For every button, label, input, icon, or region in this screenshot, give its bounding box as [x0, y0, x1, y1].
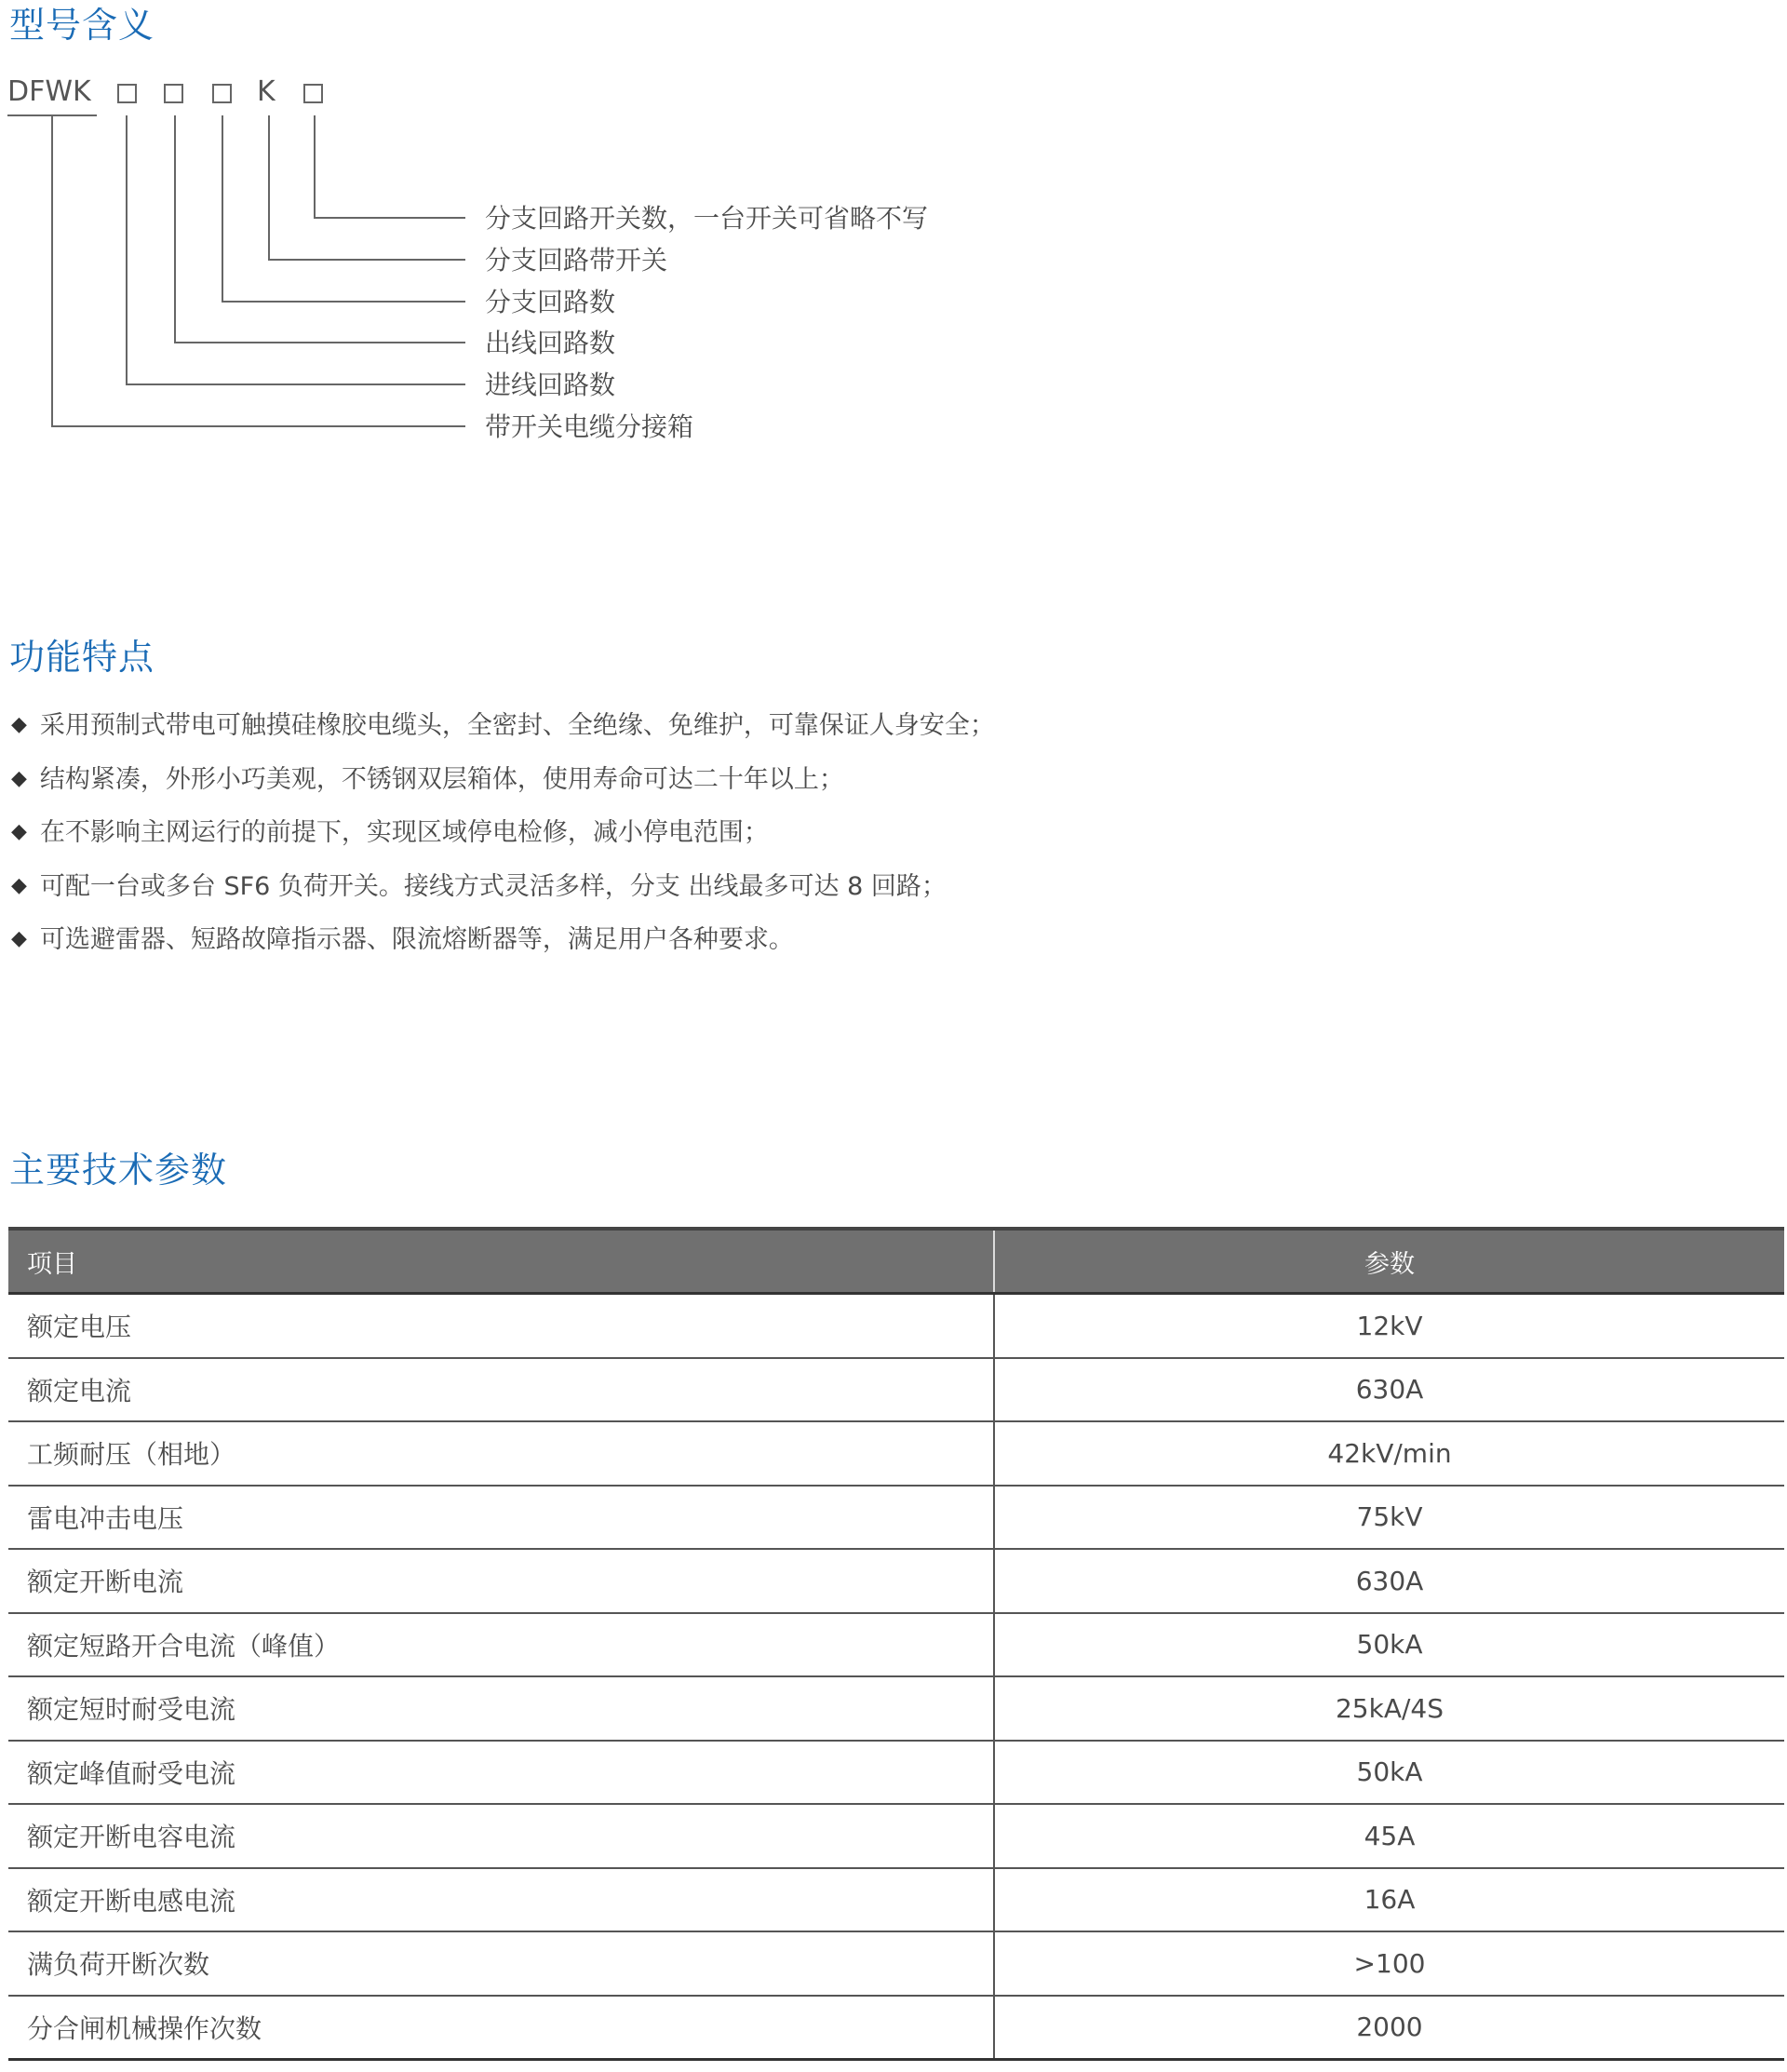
diamond-bullet-icon: ◆ [11, 927, 27, 950]
param-value: 630A [994, 1358, 1784, 1422]
diamond-bullet-icon: ◆ [11, 713, 27, 736]
table-row [8, 1868, 1784, 1932]
param-value: 2000 [994, 1996, 1784, 2060]
param-name: 额定峰值耐受电流 [8, 1741, 994, 1805]
table-row [8, 1804, 1784, 1868]
placeholder-box-1 [117, 84, 137, 103]
param-name: 满负荷开断次数 [8, 1931, 994, 1996]
model-code-prefix: DFWK [7, 75, 91, 108]
param-name: 工频耐压（相地） [8, 1421, 994, 1486]
diamond-bullet-icon: ◆ [11, 766, 27, 790]
label-cable-branch-box: 带开关电缆分接箱 [485, 411, 694, 442]
table-row [8, 1358, 1784, 1422]
param-value: >100 [994, 1931, 1784, 1996]
diamond-bullet-icon: ◆ [11, 873, 27, 897]
param-name: 雷电冲击电压 [8, 1486, 994, 1550]
table-row [8, 1421, 1784, 1486]
param-name: 额定短路开合电流（峰值） [8, 1613, 994, 1677]
param-value: 50kA [994, 1741, 1784, 1805]
table-row [8, 1549, 1784, 1613]
feature-item: ◆ 在不影响主网运行的前提下，实现区域停电检修，减小停电范围； [11, 818, 769, 847]
table-header-row [8, 1229, 1784, 1294]
model-code-k: K [257, 75, 275, 108]
param-name: 额定开断电容电流 [8, 1804, 994, 1868]
label-branch-count: 分支回路数 [485, 287, 616, 317]
param-name: 额定短时耐受电流 [8, 1676, 994, 1741]
section-title-params: 主要技术参数 [9, 1150, 228, 1191]
table-row [8, 1741, 1784, 1805]
diamond-bullet-icon: ◆ [11, 820, 27, 843]
param-value: 42kV/min [994, 1421, 1784, 1486]
param-value: 50kA [994, 1613, 1784, 1677]
header-value: 参数 [994, 1229, 1784, 1294]
placeholder-box-4 [303, 84, 323, 103]
placeholder-box-3 [212, 84, 232, 103]
feature-item: ◆ 结构紧凑，外形小巧美观，不锈钢双层箱体，使用寿命可达二十年以上； [11, 764, 844, 794]
feature-item: ◆ 采用预制式带电可触摸硅橡胶电缆头，全密封、全绝缘、免维护，可靠保证人身安全； [11, 711, 995, 740]
section-title-model: 型号含义 [9, 5, 155, 46]
param-value: 12kV [994, 1294, 1784, 1358]
label-outgoing-count: 出线回路数 [485, 328, 616, 358]
param-value: 25kA/4S [994, 1676, 1784, 1741]
param-name: 额定开断电流 [8, 1549, 994, 1613]
section-title-features: 功能特点 [9, 637, 155, 678]
table-row [8, 1931, 1784, 1996]
header-item: 项目 [8, 1229, 994, 1294]
param-value: 75kV [994, 1486, 1784, 1550]
feature-list [11, 713, 995, 981]
param-value: 45A [994, 1804, 1784, 1868]
table-row [8, 1676, 1784, 1741]
table-row [8, 1486, 1784, 1550]
param-name: 分合闸机械操作次数 [8, 1996, 994, 2060]
feature-item: ◆ 可选避雷器、短路故障指示器、限流熔断器等，满足用户各种要求。 [11, 925, 794, 954]
param-name: 额定电压 [8, 1294, 994, 1358]
param-name: 额定电流 [8, 1358, 994, 1422]
table-row [8, 1613, 1784, 1677]
label-incoming-count: 进线回路数 [485, 370, 616, 400]
parameters-table [8, 1227, 1784, 2061]
placeholder-box-2 [164, 84, 183, 103]
param-name: 额定开断电感电流 [8, 1868, 994, 1932]
label-branch-switch-count: 分支回路开关数，一台开关可省略不写 [485, 203, 929, 234]
param-value: 630A [994, 1549, 1784, 1613]
param-value: 16A [994, 1868, 1784, 1932]
table-row [8, 1294, 1784, 1358]
model-code-diagram [0, 0, 1024, 447]
feature-item: ◆ 可配一台或多台 SF6 负荷开关。接线方式灵活多样，分支 出线最多可达 8 回路； [11, 871, 947, 901]
table-row [8, 1996, 1784, 2060]
label-branch-with-switch: 分支回路带开关 [485, 245, 668, 276]
